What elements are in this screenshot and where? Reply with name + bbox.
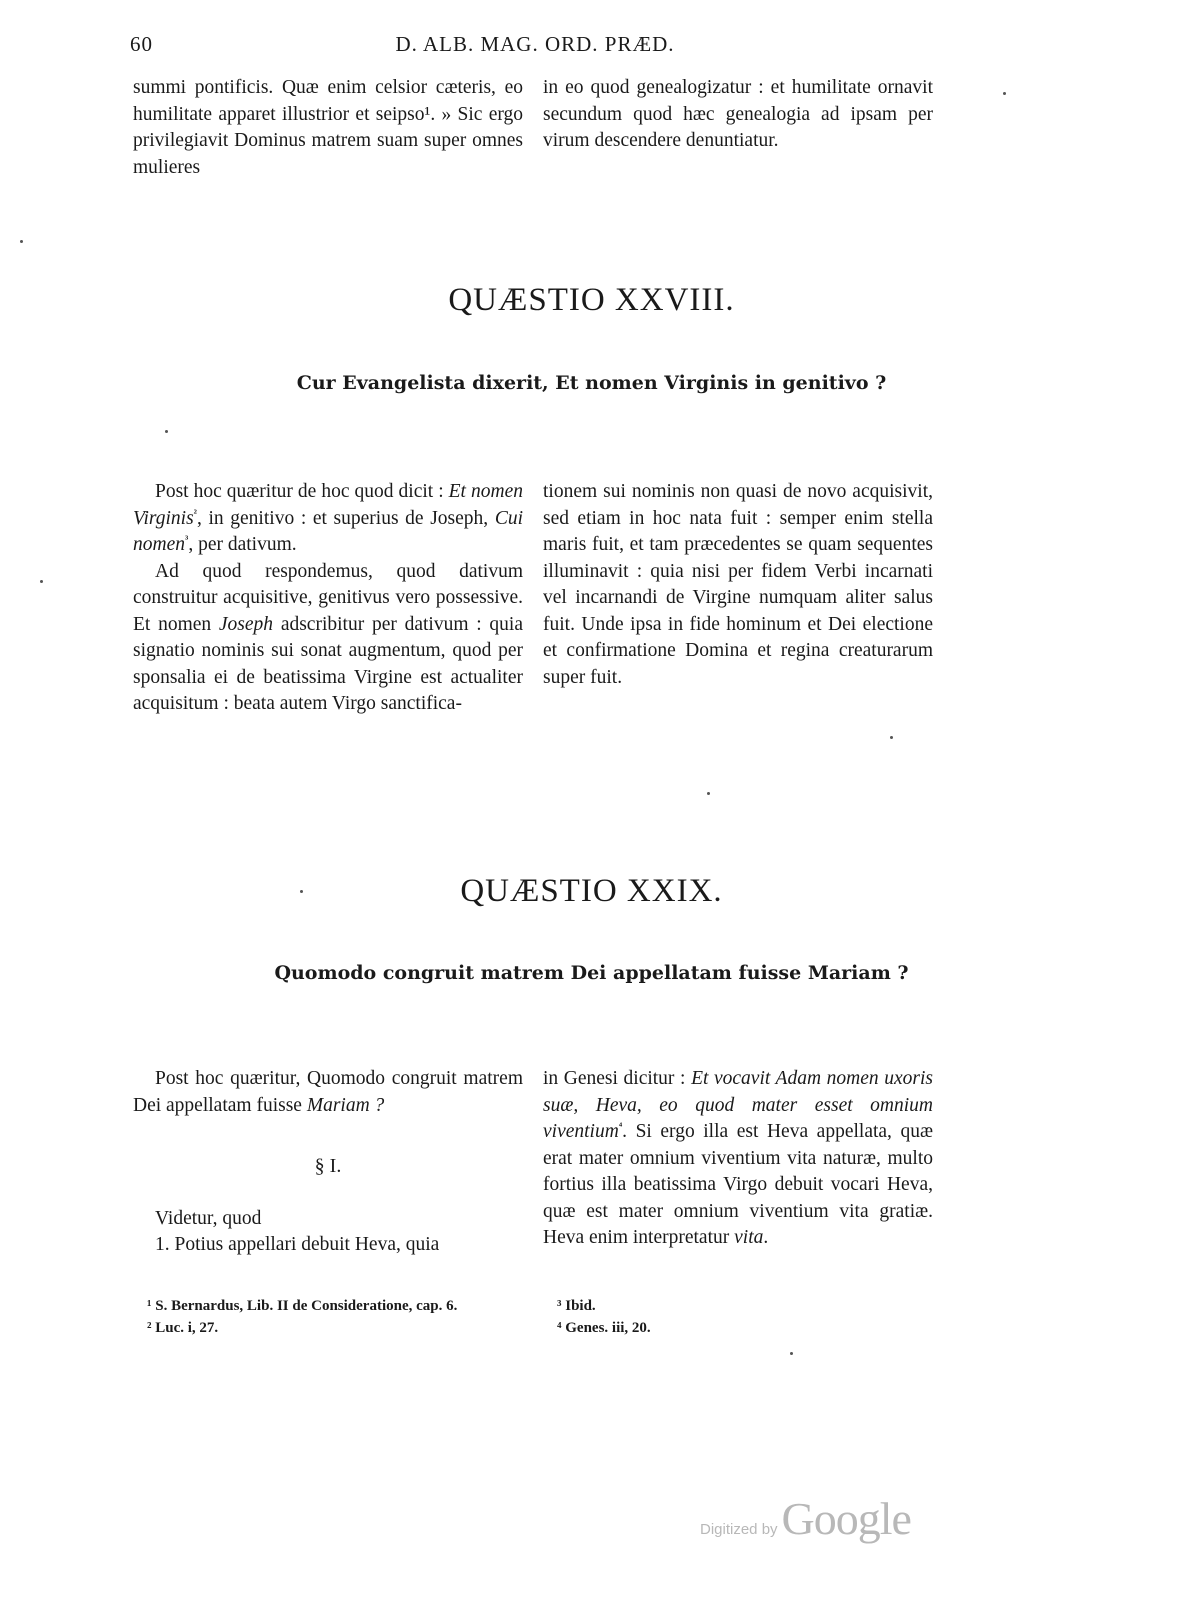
footnote-ref-2: ² [193,507,197,519]
q28-p1-text-a: Post hoc quæritur de hoc quod dicit : [155,481,449,502]
q29-paragraph-3: 1. Potius appellari debuit Heva, quia [155,1234,440,1255]
top-continuation-block [133,75,933,181]
question-28-body [133,479,933,718]
q29-right-quote: Et vocavit Adam nomen uxoris suæ, Heva, eo quod mater esset omnium viventium [543,1068,933,1142]
q28-p1-citation-1: Et nomen Virginis [133,481,523,529]
q29-right-text-b: . Si ergo illa est Heva appellata, quæ erat mater omnium viventium vita naturæ, multo fortius illa beatissima Virgo debuit vocari Heva, quæ est mater omnium viventium vita gratiæ. Heva enim interpretatur [543,1121,933,1248]
google-logo: Google [781,1493,911,1544]
q29-paragraph-1 [133,1066,523,1119]
page-number: 60 [130,32,153,56]
scan-speck [707,792,710,795]
footnotes-left [133,1295,523,1339]
section-mark: § I. [314,1155,342,1177]
footnote-ref-3: ³ [185,533,189,546]
q28-p2-text-b: adscribitur per dativum : quia signatio nominis sui sonat augmentum, quod per sponsalia ei de beatissima Virgine est actualiter acquisitum : beata autem Virgo sanctifica- [133,613,523,714]
q28-right-text: tionem sui nominis non quasi de novo acquisivit, sed etiam in hoc nata fuit : semper enim stella maris fuit, et tam præcedentes se quam sequentes illuminavit : quia nisi per fidem Verbi incarnati vel incarnandi de Virgine numquam aliter salus fuit. Unde ipsa in fide hominum et Dei electione et confirmatione Domina et regina creaturarum super fuit. [543,481,933,688]
footnote-3: ³ Ibid. [557,1298,596,1314]
q28-p2-name: Joseph [218,613,274,635]
q29-right-word: vita [734,1227,764,1248]
watermark-prefix: Digitized by [700,1521,778,1538]
scan-speck [165,430,168,433]
q29-right-text-a: in Genesi dicitur : [543,1068,692,1089]
q29-paragraph-2: Videtur, quod [155,1207,262,1229]
q29-right-column [543,1066,933,1259]
footnote-ref-4: ⁴ [618,1120,623,1133]
scan-speck [300,890,303,893]
top-left-text: summi pontificis. Quæ enim celsior cæteris, eo humilitate apparet illustrior et seipso¹. » Sic ergo privilegiavit Dominus matrem suam super omnes mulieres [133,77,523,178]
q29-left-column [133,1066,523,1259]
q28-p1-text-b: , in genitivo : et superius de Joseph, [196,507,495,529]
footnotes-right [543,1295,933,1339]
q28-left-column [133,479,523,718]
scan-speck [1003,92,1006,95]
scan-speck [790,1352,793,1355]
q28-p1-text-c: , per dativum. [188,534,297,555]
q28-p1-citation-2: Cui nomen [133,507,523,555]
q28-paragraph-2 [133,559,523,718]
question-29-title: QUÆSTIO XXIX. [460,873,723,909]
footnote-2: ² Luc. i, 27. [147,1320,219,1336]
scan-speck [890,736,893,739]
top-right-column [543,75,933,181]
q28-paragraph-1 [133,479,523,559]
question-29-body [133,1066,933,1259]
q29-right-text [543,1066,933,1252]
scan-speck [20,240,23,243]
scan-speck [40,580,43,583]
question-28-title: QUÆSTIO XXVIII. [448,282,735,318]
running-header [130,32,940,62]
question-28-subtitle: Cur Evangelista dixerit, Et nomen Virginis in genitivo ? [296,372,887,394]
footnote-4: ⁴ Genes. iii, 20. [557,1320,651,1336]
top-left-column [133,75,523,181]
q28-p2-text-a: Ad quod respondemus, quod dativum construitur acquisitive, genitivus vero possessive. Et nomen [133,560,523,635]
q28-right-column [543,479,933,718]
running-title: D. ALB. MAG. ORD. PRÆD. [395,32,675,56]
q29-p1-name: Mariam ? [306,1094,385,1116]
q29-right-text-c: . [763,1227,769,1248]
footnotes [133,1295,933,1339]
question-29-subtitle: Quomodo congruit matrem Dei appellatam fuisse Mariam ? [274,962,909,984]
digitized-watermark [700,1492,911,1552]
top-right-text: in eo quod genealogizatur : et humilitate ornavit secundum quod hæc genealogia ad ipsam per virum descendere denuntiatur. [543,77,933,151]
q29-p1-text: Post hoc quæritur, Quomodo congruit matrem Dei appellatam fuisse [133,1068,523,1116]
footnote-1: ¹ S. Bernardus, Lib. II de Consideratione, cap. 6. [147,1298,458,1314]
